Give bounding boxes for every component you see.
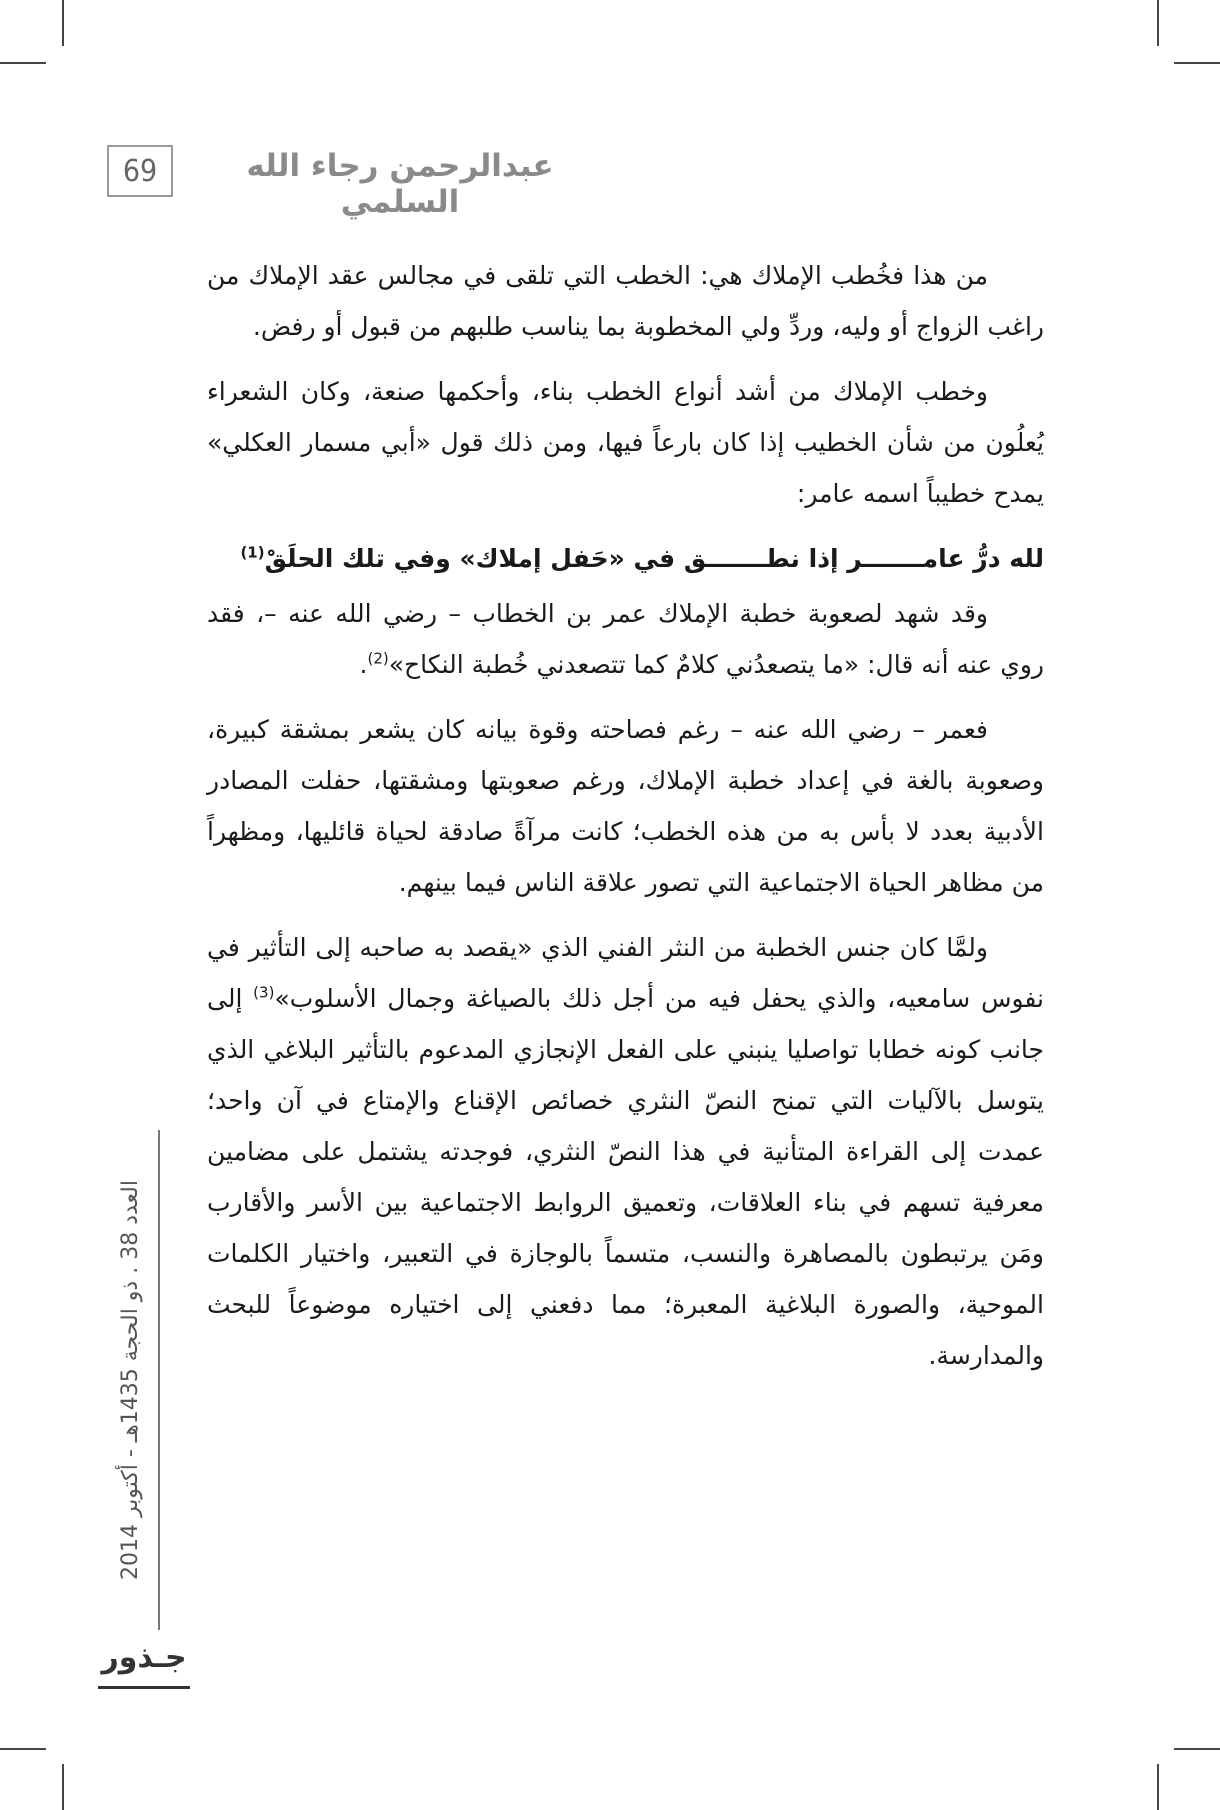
crop-mark — [1174, 1748, 1220, 1750]
issue-info: العدد 38 . ذو الحجة 1435هـ - أكتوبر 2014 — [118, 1180, 143, 1581]
footnote-ref: (3) — [253, 983, 275, 1002]
footnote-ref: (1) — [240, 543, 265, 562]
paragraph-1: من هذا فخُطب الإملاك هي: الخطب التي تلقى في مجالس عقد الإملاك من راغب الزواج أو وليه، وردِّ ولي المخطوبة بما يناسب طلبهم من قبول أو رفض. — [207, 261, 1044, 341]
crop-mark — [1157, 1764, 1159, 1810]
paragraph-2: وخطب الإملاك من أشد أنواع الخطب بناء، وأحكمها صنعة، وكان الشعراء يُعلُون من شأن الخطيب إذا كان بارعاً فيها، ومن ذلك قول «أبي مسمار العكلي» يمدح خطيباً اسمه عامر: — [207, 377, 1044, 508]
crop-mark — [1157, 0, 1159, 46]
footnote-ref: (2) — [367, 649, 389, 668]
crop-mark — [0, 62, 46, 64]
paragraph-4: فعمر – رضي الله عنه – رغم فصاحته وقوة بيانه كان يشعر بمشقة كبيرة، وصعوبة بالغة في إعداد خطبة الإملاك، ورغم صعوبتها ومشقتها، حفلت المصادر الأدبية بعدد لا بأس به من هذه الخطب؛ كانت مرآةً صادقة لحياة قائليها، ومظهراً من مظاهر الحياة الاجتماعية التي تصور علاقة الناس فيما بينهم. — [207, 715, 1044, 897]
paragraph-5-text-a: ولمَّا كان جنس الخطبة من النثر الفني الذي «يقصد به صاحبه إلى التأثير في نفوس سامعيه، والذي يحفل فيه من أجل ذلك بالصياغة وجمال الأسلوب» — [207, 933, 1044, 1013]
paragraph-3-end: . — [359, 650, 368, 679]
journal-logo: جـذور — [98, 1640, 190, 1689]
paragraph-5-text-b: إلى جانب كونه خطابا تواصليا ينبني على الفعل الإنجازي المدعوم بالتأثير البلاغي الذي يتوسل بالآليات التي تمنح النصّ النثري خصائص الإقناع والإمتاع في آن واحد؛ عمدت إلى القراءة المتأنية في هذا النصّ النثري، فوجدته يشتمل على مضامين معرفية تسهم في بناء العلاقات، وتعميق الروابط الاجتماعية بين الأسر والأقارب ومَن يرتبطون بالمصاهرة والنسب، متسماً بالوجازة في التعبير، واختيار الكلمات الموحية، والصورة البلاغية المعبرة؛ مما دفعني إلى اختياره موضوعاً للبحث والمدارسة. — [207, 984, 1044, 1370]
article-body — [207, 250, 1044, 1395]
poetry-verse — [207, 533, 1044, 584]
verse-text: لله درُّ عامـــــــر إذا نطـــــــق في «حَفل إملاك» وفي تلك الحلَقْ — [264, 544, 1044, 573]
paragraph-3-text: وقد شهد لصعوبة خطبة الإملاك عمر بن الخطاب – رضي الله عنه –، فقد روي عنه أنه قال: «ما يتصعدُني كلامٌ كما تتصعدني خُطبة النكاح» — [207, 599, 1044, 679]
crop-mark — [0, 1748, 46, 1750]
crop-mark — [62, 0, 64, 46]
paragraph-3 — [207, 588, 1044, 690]
paragraph-5 — [207, 922, 1044, 1381]
crop-mark — [1174, 62, 1220, 64]
crop-mark — [62, 1764, 64, 1810]
running-header-author: عبدالرحمن رجاء الله السلمي — [246, 148, 554, 220]
page-number: 69 — [107, 145, 173, 197]
sidebar-divider — [158, 1130, 160, 1630]
